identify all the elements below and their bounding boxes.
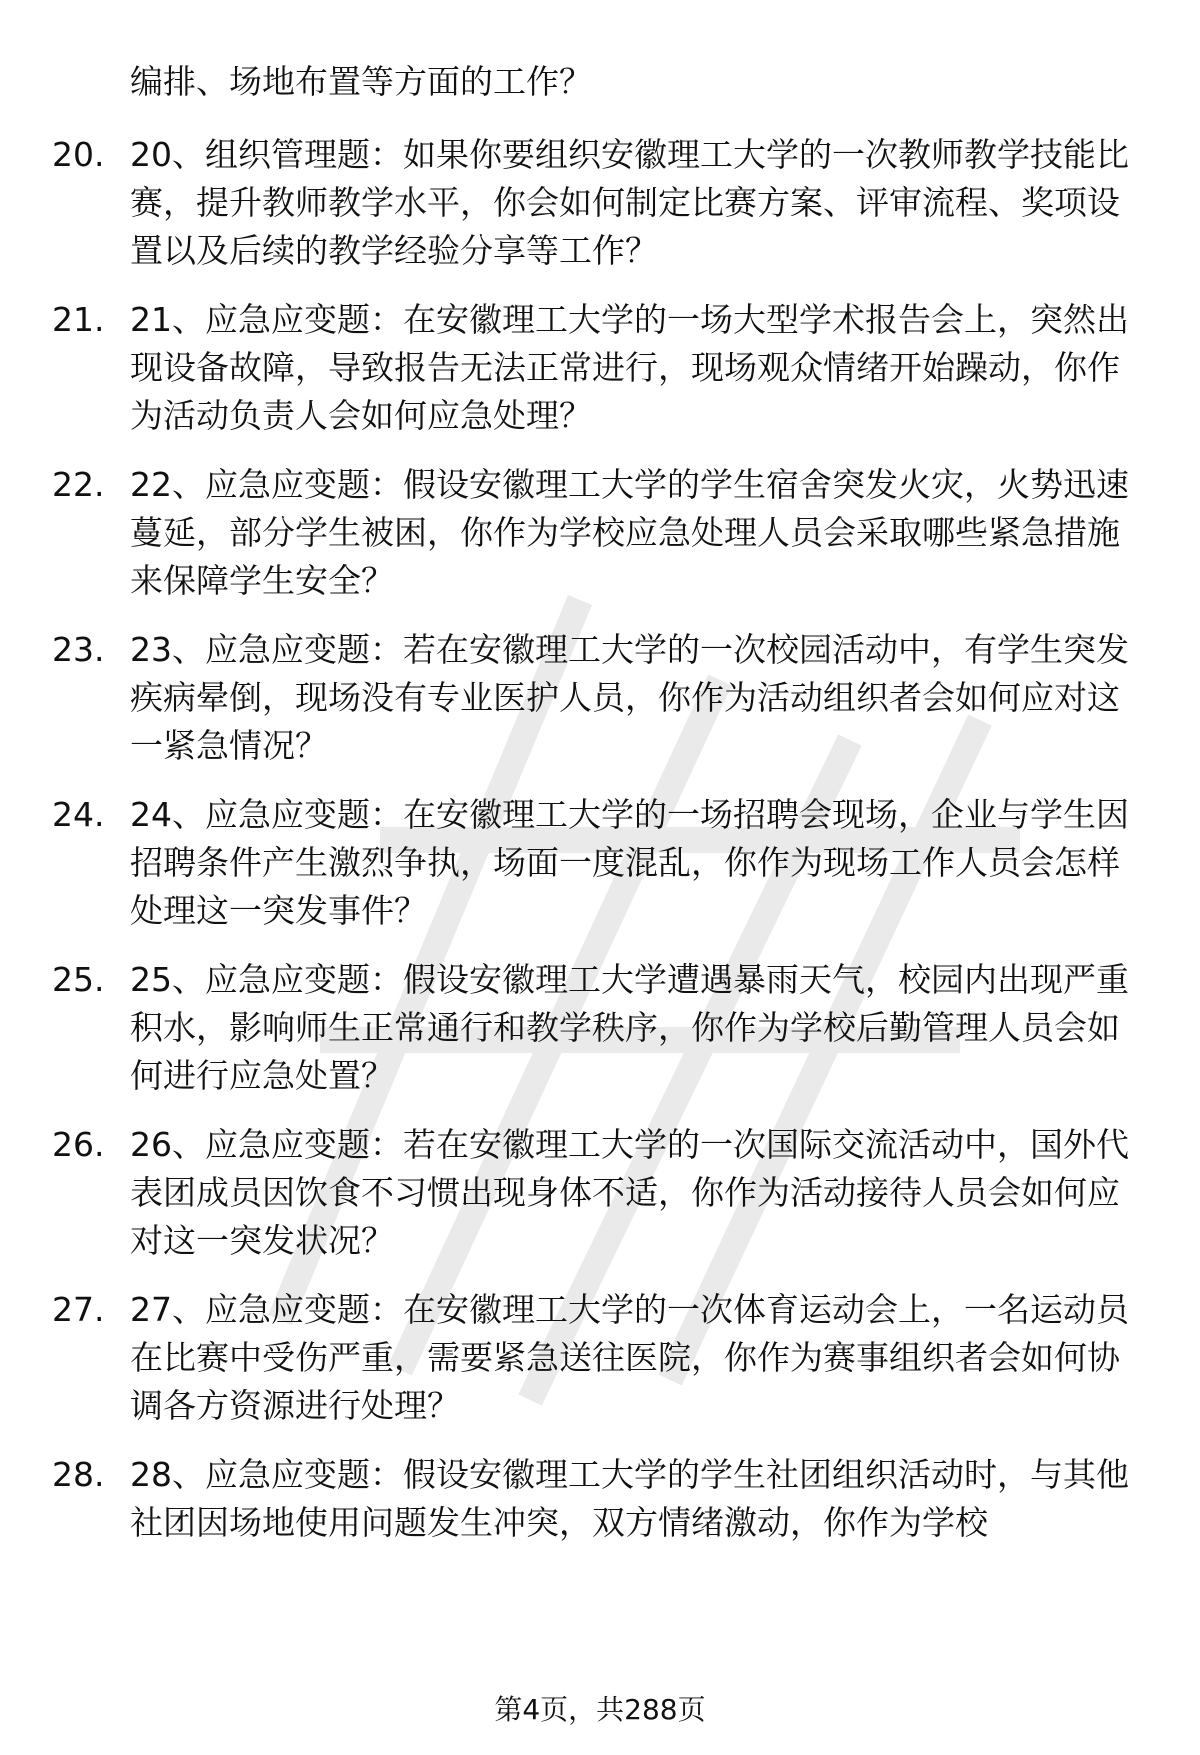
continuation-text: 编排、场地布置等方面的工作？: [130, 62, 592, 101]
item-number: 27.: [52, 1290, 105, 1329]
item-text: 27、应急应变题：在安徽理工大学的一次体育运动会上，一名运动员在比赛中受伤严重，需要紧急送往医院，你作为赛事组织者会如何协调各方资源进行处理？: [130, 1290, 1129, 1425]
item-text: 25、应急应变题：假设安徽理工大学遭遇暴雨天气，校园内出现严重积水，影响师生正常通行和教学秩序，你作为学校后勤管理人员会如何进行应急处置？: [130, 960, 1129, 1095]
item-number: 28.: [52, 1455, 105, 1494]
item-number: 23.: [52, 630, 105, 669]
item-text: 24、应急应变题：在安徽理工大学的一场招聘会现场，企业与学生因招聘条件产生激烈争执，场面一度混乱，你作为现场工作人员会怎样处理这一突发事件？: [130, 795, 1129, 930]
item-number: 20.: [52, 135, 105, 174]
page-footer: 第4页，共288页: [494, 1693, 706, 1726]
item-text: 28、应急应变题：假设安徽理工大学的学生社团组织活动时，与其他社团因场地使用问题发生冲突，双方情绪激动，你作为学校: [130, 1455, 1129, 1542]
item-text: 26、应急应变题：若在安徽理工大学的一次国际交流活动中，国外代表团成员因饮食不习惯出现身体不适，你作为活动接待人员会如何应对这一突发状况？: [130, 1125, 1129, 1260]
item-text: 23、应急应变题：若在安徽理工大学的一次校园活动中，有学生突发疾病晕倒，现场没有专业医护人员，你作为活动组织者会如何应对这一紧急情况？: [130, 630, 1129, 765]
item-text: 22、应急应变题：假设安徽理工大学的学生宿舍突发火灾，火势迅速蔓延，部分学生被困，你作为学校应急处理人员会采取哪些紧急措施来保障学生安全？: [130, 465, 1129, 600]
item-number: 24.: [52, 795, 105, 834]
item-number: 21.: [52, 300, 105, 339]
item-text: 21、应急应变题：在安徽理工大学的一场大型学术报告会上，突然出现设备故障，导致报告无法正常进行，现场观众情绪开始躁动，你作为活动负责人会如何应急处理？: [130, 300, 1129, 435]
item-text: 20、组织管理题：如果你要组织安徽理工大学的一次教师教学技能比赛，提升教师教学水平，你会如何制定比赛方案、评审流程、奖项设置以及后续的教学经验分享等工作？: [130, 135, 1129, 270]
item-number: 25.: [52, 960, 105, 999]
item-number: 22.: [52, 465, 105, 504]
item-number: 26.: [52, 1125, 105, 1164]
